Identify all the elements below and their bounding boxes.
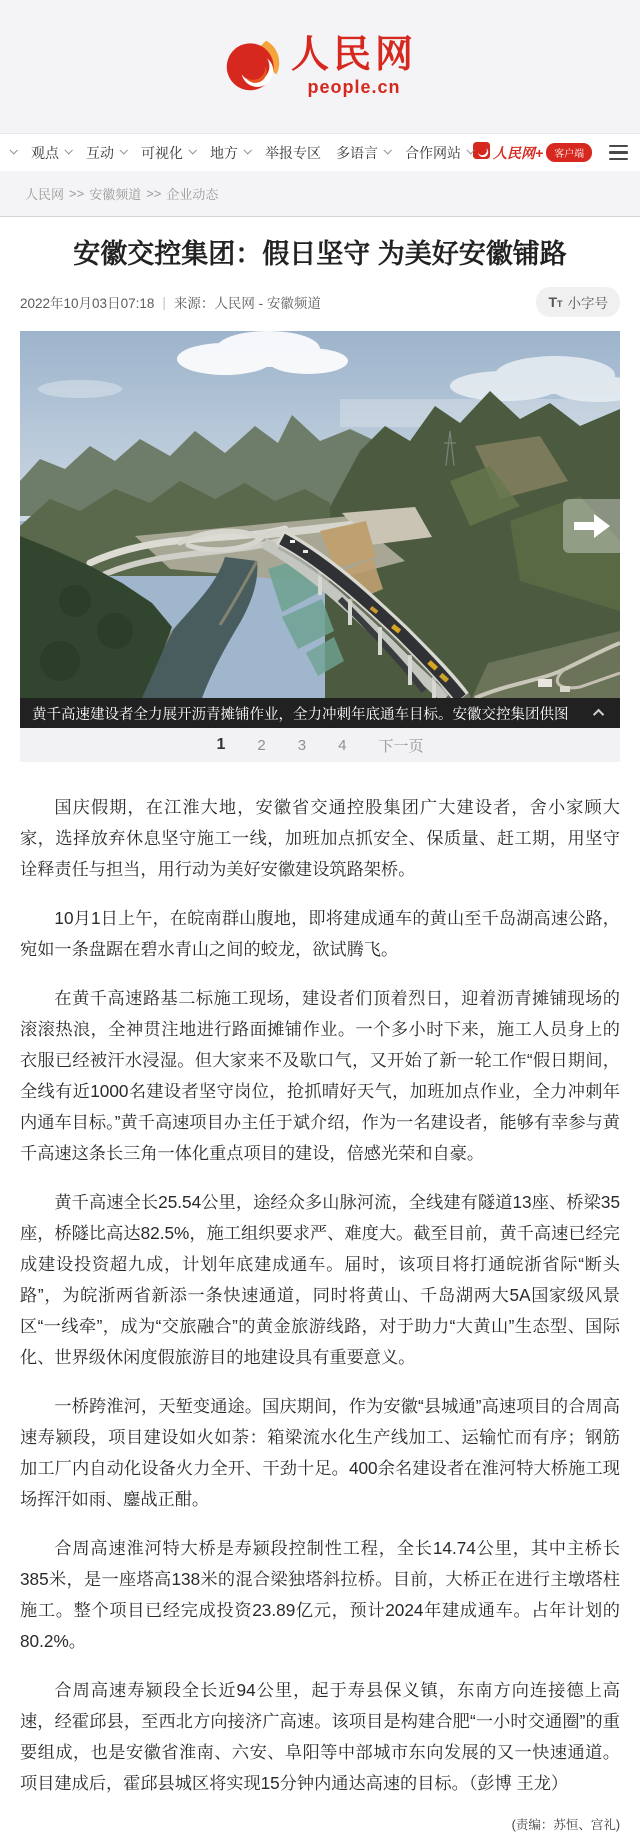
nav-item-jubao[interactable]: 举报专区	[265, 144, 321, 161]
article-source[interactable]: 来源：人民网 - 安徽频道	[173, 296, 321, 311]
people-app-icon	[473, 142, 490, 164]
meta-separator: |	[162, 294, 166, 310]
breadcrumb	[0, 171, 640, 216]
people-cn-globe-icon	[223, 33, 283, 100]
photo-caption: 黄千高速建设者全力展开沥青摊铺作业，全力冲刺年底通车目标。安徽交控集团供图	[32, 706, 569, 723]
font-size-button[interactable]	[536, 287, 620, 317]
site-header	[0, 0, 640, 133]
app-client-badge[interactable]	[473, 142, 592, 164]
page-title: 安徽交控集团：假日坚守 为美好安徽铺路	[73, 239, 567, 269]
paragraph: 一桥跨淮河，天堑变通途。国庆期间，作为安徽“县城通”高速项目的合周高速寿颍段，项目建设如火如荼：箱梁流水化生产线加工、运输忙而有序；钢筋加工厂内自动化设备火力全开、干劲十足。400余名建设者在淮河特大桥施工现场挥汗如雨、鏖战正酣。	[20, 1396, 620, 1509]
nav-item-guandian[interactable]: 观点	[31, 143, 71, 163]
chevron-up-icon	[593, 709, 604, 720]
paragraph: 黄千高速全长25.54公里，途经众多山脉河流，全线建有隧道13座、桥梁35座，桥隧比高达82.5%，施工组织要求严、难度大。截至目前，黄千高速已经完成建设投资超九成，计划年底建成通车。届时，该项目将打通皖浙省际“断头路”，为皖浙两省新添一条快速通道，同时将黄山、千岛湖两大5A国家级风景区“一线牵”，成为“交旅融合”的黄金旅游线路，对于助力“大黄山”生态型、国际化、世界级休闲度假旅游目的地建设具有重要意义。	[20, 1192, 620, 1367]
paragraph: 合周高速寿颍段全长近94公里，起于寿县保义镇，东南方向连接德上高速，经霍邱县，至西北方向接济广高速。该项目是构建合肥“一小时交通圈”的重要组成，也是安徽省淮南、六安、阜阳等中部城市东向发展的又一快速通道。项目建成后，霍邱县城区将实现15分钟内通达高速的目标。（彭博 王龙）	[20, 1680, 620, 1793]
font-size-label: 小字号	[567, 296, 608, 311]
photo-pagination	[20, 728, 620, 762]
page-number[interactable]: 3	[297, 736, 307, 754]
breadcrumb-channel[interactable]: 安徽频道	[89, 187, 142, 202]
chevron-down-icon	[119, 146, 127, 154]
article-photo[interactable]	[20, 331, 620, 698]
chevron-down-icon	[188, 146, 196, 154]
logo-cn-text: 人民网	[290, 34, 417, 76]
chevron-down-icon	[9, 146, 17, 154]
article-figure	[20, 331, 620, 762]
paragraph: 在黄千高速路基二标施工现场，建设者们顶着烈日，迎着沥青摊铺现场的滚滚热浪，全神贯注地进行路面摊铺作业。一个多小时下来，施工人员身上的衣服已经被汗水浸湿。但大家来不及歇口气，又开始了新一轮工作“假日期间，全线有近1000名建设者坚守岗位，抢抓晴好天气，加班加点作业，全力冲刺年内通车目标。”黄千高速项目办主任于斌介绍，作为一名建设者，能够有幸参与黄千高速这条长三角一体化重点项目的建设，倍感光荣和自豪。	[20, 988, 620, 1163]
editor-note: (责编：苏恒、宫礼)	[511, 1818, 620, 1832]
page-number-current[interactable]: 1	[216, 736, 226, 753]
page-number[interactable]: 4	[338, 736, 347, 754]
app-brand-text: 人民网+	[493, 144, 544, 161]
nav-item-keshihua[interactable]: 可视化	[141, 143, 195, 163]
nav-item-duoyuyan[interactable]: 多语言	[336, 143, 390, 163]
paragraph: 合周高速淮河特大桥是寿颍段控制性工程，全长14.74公里，其中主桥长385米，是一座塔高138米的混合梁独塔斜拉桥。目前，大桥正在进行主墩塔柱施工。整个项目已经完成投资23.89亿元，预计2024年建成通车。占年计划的80.2%。	[20, 1538, 620, 1651]
article-meta	[20, 287, 620, 317]
font-size-icon: T T	[548, 294, 563, 310]
photo-caption-bar	[20, 698, 620, 728]
page-number[interactable]: 2	[257, 736, 266, 754]
chevron-down-icon	[383, 146, 391, 154]
breadcrumb-separator: >>	[146, 186, 162, 201]
article	[0, 216, 640, 1843]
logo-domain-text: people.cn	[307, 77, 401, 97]
publish-date: 2022年10月03日07:18	[20, 296, 155, 311]
nav-item-hudong[interactable]: 互动	[86, 143, 126, 163]
breadcrumb-separator: >>	[69, 186, 85, 201]
nav-item-hezuo[interactable]: 合作网站	[405, 143, 473, 163]
nav-item-difang[interactable]: 地方	[210, 143, 250, 163]
chevron-down-icon	[243, 146, 251, 154]
main-navbar	[0, 133, 640, 171]
breadcrumb-section[interactable]: 企业动态	[166, 187, 219, 202]
collapse-caption-button[interactable]	[592, 703, 608, 723]
next-page-link[interactable]: 下一页	[378, 737, 424, 755]
aerial-highway-photo	[20, 331, 620, 698]
app-client-tag: 客户端	[546, 143, 592, 162]
nav-overflow-item[interactable]	[4, 148, 16, 157]
breadcrumb-home[interactable]: 人民网	[25, 187, 65, 202]
menu-icon[interactable]	[608, 142, 629, 163]
paragraph: 国庆假期，在江淮大地，安徽省交通控股集团广大建设者，舍小家顾大家，选择放弃休息坚守施工一线，加班加点抓安全、保质量、赶工期，用坚守诠释责任与担当，用行动为美好安徽建设筑路架桥。	[20, 797, 620, 879]
next-image-arrow[interactable]	[563, 499, 620, 553]
chevron-down-icon	[64, 146, 72, 154]
paragraph: 10月1日上午，在皖南群山腹地，即将建成通车的黄山至千岛湖高速公路，宛如一条盘踞在碧水青山之间的蛟龙，欲试腾飞。	[20, 908, 620, 959]
people-cn-logo[interactable]	[223, 33, 417, 100]
article-body	[0, 762, 640, 1799]
